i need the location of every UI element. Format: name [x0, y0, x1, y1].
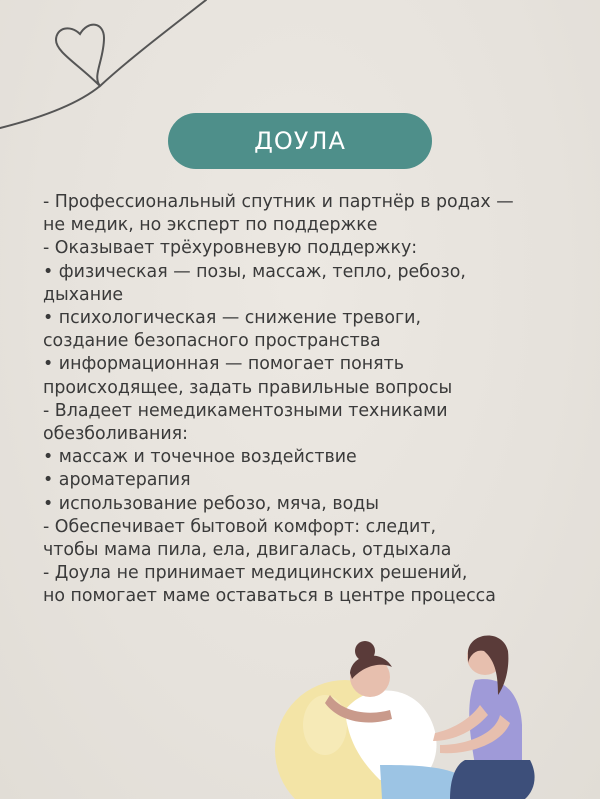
text-line: не медик, но эксперт по поддержке: [43, 215, 378, 236]
text-line: • информационная — помогает понять: [43, 354, 405, 375]
content-text: [43, 191, 573, 609]
text-line: создание безопасного пространства: [43, 331, 381, 352]
text-line: - Владеет немедикаментозными техниками: [43, 400, 448, 421]
text-line: но помогает маме оставаться в центре процесса: [43, 586, 496, 607]
text-line: - Обеспечивает бытовой комфорт: следит,: [43, 516, 437, 537]
text-line: • массаж и точечное воздействие: [43, 447, 357, 468]
page-title: ДОУЛА: [254, 127, 346, 155]
text-line: • психологическая — снижение тревоги,: [43, 308, 421, 329]
text-line: дыхание: [43, 284, 124, 305]
text-line: обезболивания:: [43, 424, 188, 445]
text-line: происходящее, задать правильные вопросы: [43, 377, 453, 398]
text-line: • физическая — позы, массаж, тепло, ребозо,: [43, 261, 466, 282]
text-line: чтобы мама пила, ела, двигалась, отдыхала: [43, 540, 452, 561]
title-banner: [168, 113, 432, 169]
text-line: - Профессиональный спутник и партнёр в родах —: [43, 192, 514, 212]
text-line: - Доула не принимает медицинских решений,: [43, 563, 468, 584]
doula-illustration: [270, 615, 570, 799]
text-line: • использование ребозо, мяча, воды: [43, 493, 379, 514]
text-line: - Оказывает трёхуровневую поддержку:: [43, 238, 418, 259]
text-line: • ароматерапия: [43, 470, 191, 491]
